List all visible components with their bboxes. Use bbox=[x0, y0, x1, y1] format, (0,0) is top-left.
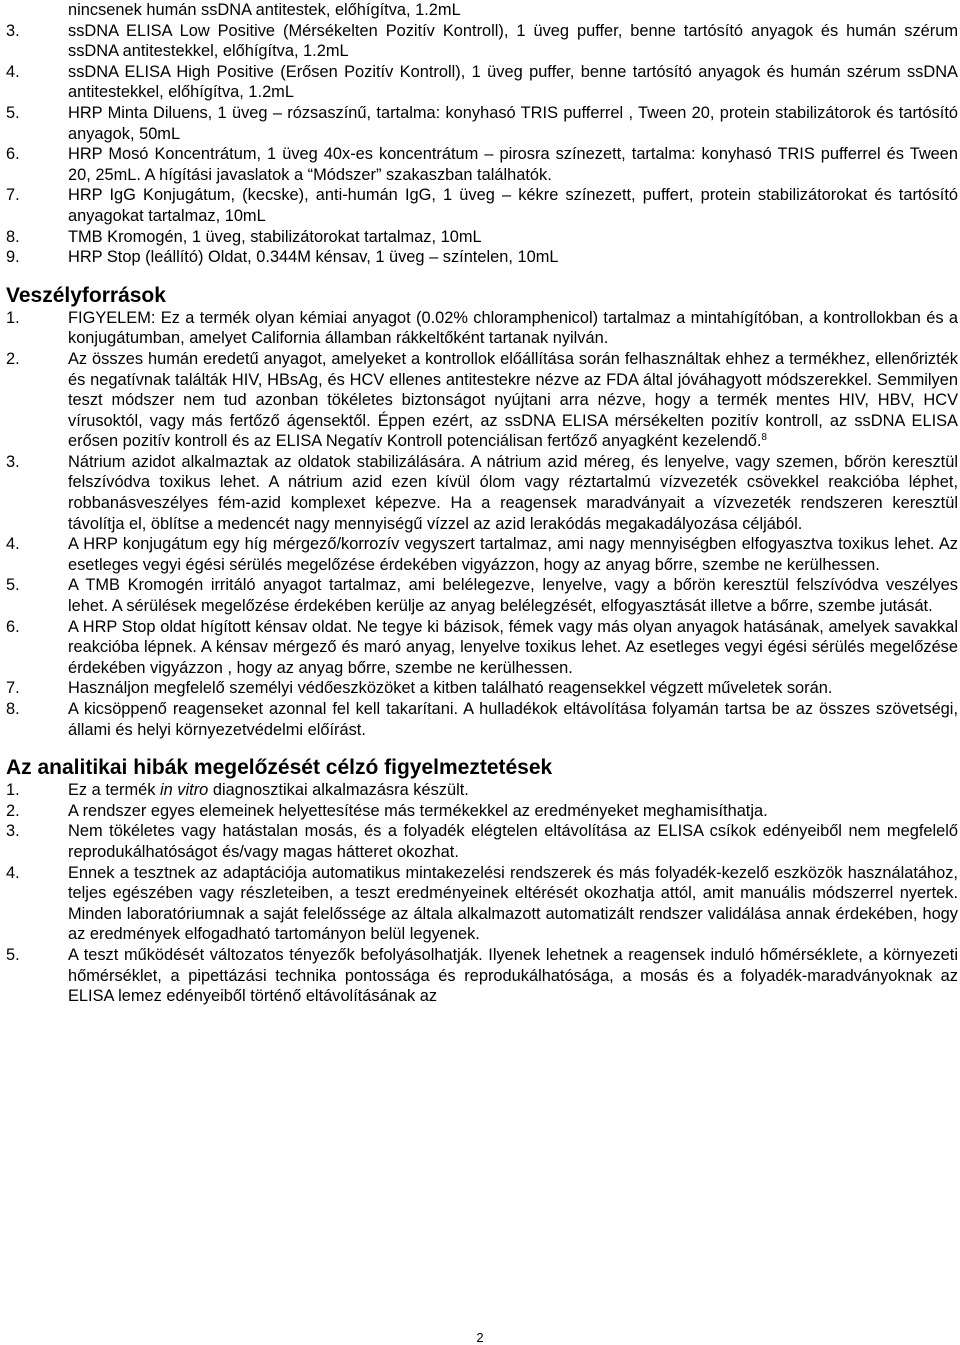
list-item bbox=[6, 62, 958, 103]
list-item bbox=[6, 534, 958, 575]
item-number: 6. bbox=[6, 145, 20, 164]
item-number bbox=[6, 0, 68, 21]
item-number: 4. bbox=[6, 62, 20, 81]
list-item bbox=[6, 103, 958, 144]
item-number: 3. bbox=[6, 21, 20, 40]
list-item bbox=[6, 247, 958, 268]
list-item bbox=[6, 780, 958, 801]
item-text: ssDNA ELISA High Positive (Erősen Pozitív Kontroll), 1 üveg puffer, benne tartósító anyagok és humán szérum ssDNA antitestekkel, előhígítva, 1.2mL bbox=[68, 62, 958, 102]
item-number: 8. bbox=[6, 227, 20, 246]
page-number: 2 bbox=[476, 1330, 484, 1345]
item-text-italic: in vitro bbox=[160, 781, 209, 800]
item-number: 2. bbox=[6, 349, 20, 368]
item-text: HRP Stop (leállító) Oldat, 0.344M kénsav, 1 üveg – színtelen, 10mL bbox=[68, 248, 559, 267]
item-text: HRP Minta Diluens, 1 üveg – rózsaszínű, tartalma: konyhasó TRIS pufferrel , Tween 20, protein stabilizátorok és tartósító anyagok, 50mL bbox=[68, 103, 958, 143]
warnings-heading: Az analitikai hibák megelőzését célzó figyelmeztetések bbox=[6, 756, 553, 780]
item-text: A teszt működését változatos tényezők befolyásolhatják. Ilyenek lehetnek a reagensek induló hőmérséklete, a környezeti hőmérséklet, a pipettázási technika pontossága és reprodukálhatósága, a mosás és a folyadék-maradványoknak az ELISA lemez edényeiből történő eltávolításának az bbox=[68, 945, 958, 1006]
hazards-heading: Veszélyforrások bbox=[6, 283, 166, 307]
item-number: 7. bbox=[6, 679, 20, 698]
item-text: Nátrium azidot alkalmaztak az oldatok stabilizálására. A nátrium azid méreg, és lenyelve, vagy szemen, bőrön keresztül felszívódva toxikus lehet. A nátrium azid ezen kívül ólom vagy réztartalmú vízvezeték csövekkel reakcióba léphet, robbanásveszélyes fém-azid komplexet képezve. Ha a reagensek maradványait a vízvezeték rendszeren keresztül távolítja el, öblítse a medencét nagy mennyiségű vízzel az azid lerakódás megakadályozása céljából. bbox=[68, 452, 958, 533]
list-item bbox=[6, 821, 958, 862]
item-text: nincsenek humán ssDNA antitestek, előhígítva, 1.2mL bbox=[68, 1, 461, 19]
item-text bbox=[68, 349, 958, 452]
warnings-list bbox=[6, 780, 958, 1007]
item-number: 2. bbox=[6, 801, 20, 820]
item-number: 5. bbox=[6, 576, 20, 595]
item-number: 1. bbox=[6, 781, 20, 800]
item-text-pre: Ez a termék bbox=[68, 781, 160, 800]
list-item bbox=[6, 227, 958, 248]
item-text: Használjon megfelelő személyi védőeszközöket a kitben található reagensekkel végzett műveletek során. bbox=[68, 679, 833, 698]
item-text: TMB Kromogén, 1 üveg, stabilizátorokat tartalmaz, 10mL bbox=[68, 227, 482, 246]
list-item bbox=[6, 452, 958, 534]
item-text: A TMB Kromogén irritáló anyagot tartalmaz, ami belélegezve, lenyelve, vagy a bőrön keresztül felszívódva veszélyes lehet. A sérülések megelőzése érdekében kerülje az anyag belélegzését, elfogyasztását illetve a bőrre, szembe jutását. bbox=[68, 576, 958, 616]
item-text: HRP Mosó Koncentrátum, 1 üveg 40x-es koncentrátum – pirosra színezett, tartalma: konyhasó TRIS pufferrel és Tween 20, 25mL. A hígítási javaslatok a “Módszer” szakaszban találhatók. bbox=[68, 145, 958, 184]
item-number: 4. bbox=[6, 863, 20, 882]
list-item bbox=[6, 617, 958, 679]
hazards-list bbox=[6, 308, 958, 740]
item-text bbox=[68, 780, 958, 801]
list-item bbox=[6, 575, 958, 616]
item-text: A kicsöppenő reagenseket azonnal fel kell takarítani. A hulladékok eltávolítása folyamán tartsa be az összes szövetségi, állami és helyi környezetvédelmi előírást. bbox=[68, 700, 958, 739]
item-text: HRP IgG Konjugátum, (kecske), anti-humán IgG, 1 üveg – kékre színezett, puffert, protein stabilizátorokat és tartósító anyagokat tartalmaz, 10mL bbox=[68, 186, 958, 225]
list-item bbox=[6, 678, 958, 699]
item-text: FIGYELEM: Ez a termék olyan kémiai anyagot (0.02% chloramphenicol) tartalmaz a mintahígítóban, a kontrollokban és a konjugátumban, amelyet California államban rákkeltőként tartanak nyilván. bbox=[68, 308, 958, 348]
item-number: 3. bbox=[6, 822, 20, 841]
list-item bbox=[6, 0, 958, 21]
item-text: Nem tökéletes vagy hatástalan mosás, és a folyadék elégtelen eltávolítása az ELISA csíkok edényeiből nem megfelelő reprodukálhatóságot és/vagy magas hátteret okozhat. bbox=[68, 822, 958, 861]
list-item bbox=[6, 144, 958, 185]
item-text: ssDNA ELISA Low Positive (Mérsékelten Pozitív Kontroll), 1 üveg puffer, benne tartósító anyagok és humán szérum ssDNA antitestekkel, előhígítva, 1.2mL bbox=[68, 21, 958, 61]
reagent-list bbox=[6, 0, 958, 268]
list-item bbox=[6, 801, 958, 822]
list-item bbox=[6, 863, 958, 945]
item-number: 3. bbox=[6, 452, 20, 471]
list-item bbox=[6, 349, 958, 452]
item-text: A rendszer egyes elemeinek helyettesítése más termékekkel az eredményeket meghamisíthatja. bbox=[68, 801, 768, 820]
item-text-post: diagnosztikai alkalmazásra készült. bbox=[208, 781, 469, 800]
item-number: 4. bbox=[6, 535, 20, 554]
reference-superscript: 8 bbox=[761, 432, 767, 444]
item-number: 6. bbox=[6, 617, 20, 636]
item-number: 1. bbox=[6, 308, 20, 327]
list-item bbox=[6, 21, 958, 62]
item-number: 5. bbox=[6, 103, 20, 122]
item-text: A HRP konjugátum egy híg mérgező/korrozív vegyszert tartalmaz, ami nagy mennyiségben elfogyasztva toxikus lehet. Az esetleges vegyi égési sérülés megelőzése érdekében vigyázzon, hogy az anyag bőrre, szembe ne kerülhessen. bbox=[68, 535, 958, 574]
item-number: 7. bbox=[6, 186, 20, 205]
item-number: 5. bbox=[6, 945, 20, 964]
item-number: 9. bbox=[6, 248, 20, 267]
list-item bbox=[6, 945, 958, 1007]
list-item bbox=[6, 699, 958, 740]
item-text: A HRP Stop oldat hígított kénsav oldat. Ne tegye ki bázisok, fémek vagy más olyan anyagok hatásának, amelyek savakkal reakcióba lépnek. A kénsav mérgező és maró anyag, lenyelve toxikus lehet. Az esetleges vegyi égési sérülés megelőzése érdekében vigyázzon , hogy az anyag bőrre, szembe ne kerülhessen. bbox=[68, 617, 958, 677]
item-number: 8. bbox=[6, 700, 20, 718]
item-text: Ennek a tesztnek az adaptációja automatikus mintakezelési rendszerek és más folyadék-kezelő eszközök használatához, teljes egészében vagy részleteiben, a teszt eredményeinek eltérését okozhatja attól, amit manuális módszerrel nyertek. Minden laboratóriumnak a saját felelőssége az általa alkalmazott automatizált rendszer validálása annak érdekében, hogy az eredmények elfogadható tartományon belül legyenek. bbox=[68, 863, 958, 944]
list-item bbox=[6, 185, 958, 226]
item-text-body: Az összes humán eredetű anyagot, amelyeket a kontrollok előállítása során felhasználtak ehhez a termékhez, ellenőrizték és negatívnak találták HIV, HBsAg, és HCV ellenes antitestekre nézve az FDA által jóváhagyott módszerekkel. Semmilyen teszt módszer nem tud azonban tökéletes biztonságot nyújtani arra nézve, hogy a termék mentes HIV, HBV, HCV vírusoktól, vagy más fertőző ágensektől. Éppen ezért, az ssDNA ELISA mérsékelten pozitív kontroll, az ssDNA ELISA erősen pozitív kontroll és az ELISA Negatív Kontroll potenciálisan fertőző anyagként kezelendő. bbox=[68, 349, 958, 451]
list-item bbox=[6, 308, 958, 349]
